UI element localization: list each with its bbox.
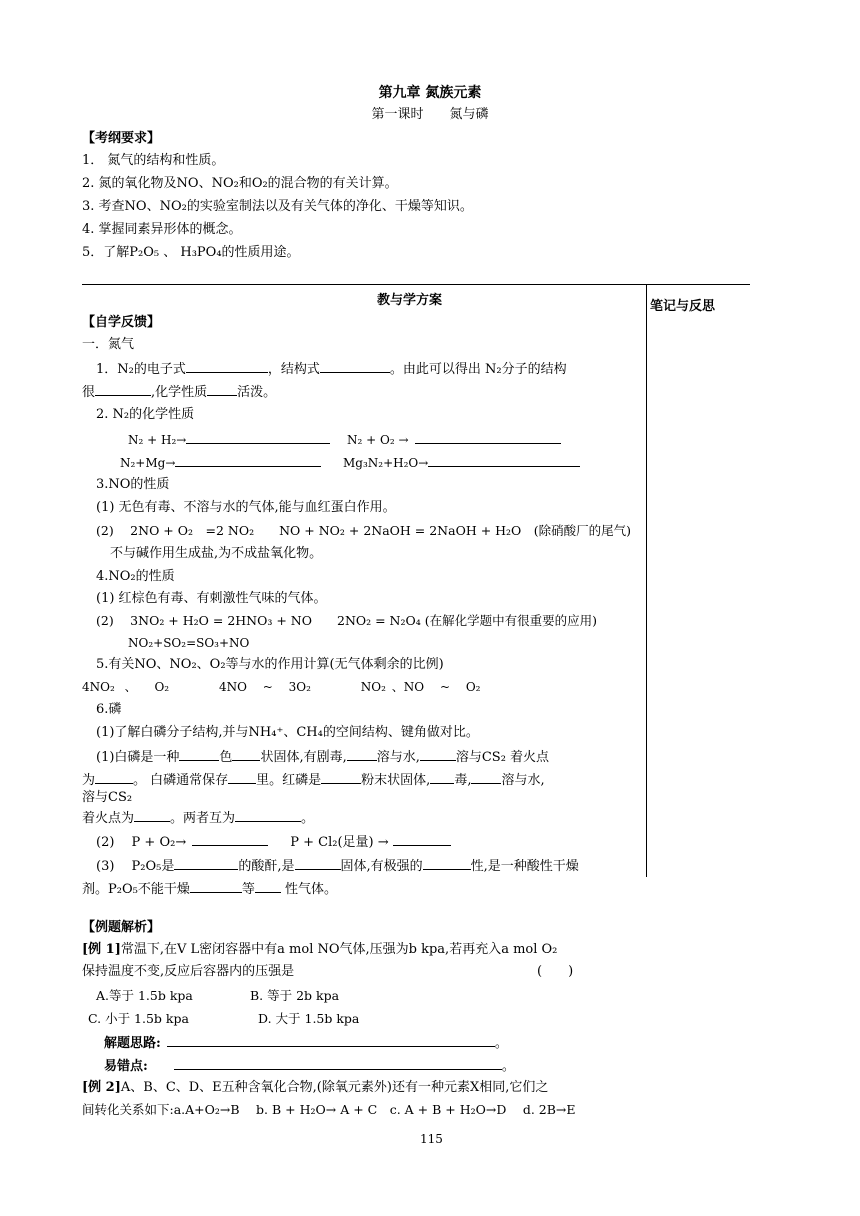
text-line: 3.NO的性质 [96, 477, 170, 492]
fill-blank[interactable] [134, 808, 170, 822]
lesson-title: 第一课时 氮与磷 [371, 107, 489, 122]
answer-line: 解题思路: 。 [104, 1033, 508, 1053]
notes-column-divider [646, 285, 647, 877]
kaogang-item: 5．了解P₂O₅ 、 H₃PO₄的性质用途。 [82, 245, 300, 260]
equation-line: N₂ + H₂→ [128, 430, 330, 449]
text-line: (1)了解白磷分子结构,并与NH₄⁺、CH₄的空间结构、键角做对比。 [96, 725, 479, 740]
text-line: (2) 3NO₂ + H₂O = 2HNO₃ + NO 2NO₂ = N₂O₄ (在解化学题中有很重要的应用) [96, 613, 597, 628]
text-line: 4.NO₂的性质 [96, 569, 175, 584]
option-c: C. 小于 1.5b kpa [88, 1011, 189, 1026]
answer-paren[interactable]: ( ) [537, 964, 574, 979]
text-line: 1．N₂的电子式 ，结构式 。由此可以得出 N₂分子的结构 [96, 359, 567, 379]
text-line: 6.磷 [96, 702, 122, 717]
fill-blank[interactable] [423, 856, 471, 870]
page-number: 115 [420, 1132, 443, 1146]
fill-blank[interactable] [428, 453, 580, 467]
plan-title: 教与学方案 [377, 293, 443, 308]
fill-blank[interactable] [175, 453, 321, 467]
kaogang-item: 2. 氮的氧化物及NO、NO₂和O₂的混合物的有关计算。 [82, 176, 398, 191]
text-line: (1) 红棕色有毒、有刺激性气味的气体。 [96, 591, 327, 606]
kaogang-item: 1． 氮气的结构和性质。 [82, 153, 225, 168]
fill-blank[interactable] [255, 879, 281, 893]
text-line: 剂。P₂O₅不能干燥 等 性气体。 [82, 879, 337, 899]
kaogang-heading: 【考纲要求】 [82, 131, 161, 146]
text-line: 着火点为 。两者互为 。 [82, 808, 314, 828]
text-line: (1) 无色有毒、不溶与水的气体,能与血红蛋白作用。 [96, 500, 396, 515]
text-line: 间转化关系如下:a.A+O₂→B b. B + H₂O→ A + C c. A + B + H₂O→D d. 2B→E [82, 1102, 576, 1117]
notes-title: 笔记与反思 [650, 299, 716, 314]
example-1: [例 1]常温下,在V L密闭容器中有a mol NO气体,压强为b kpa,若再充入a mol O₂ [82, 942, 558, 957]
text-line: 为 。 白磷通常保存 里。红磷是 粉末状固体, 毒, 溶与水, [82, 770, 545, 790]
kaogang-item: 3. 考查NO、NO₂的实验室制法以及有关气体的净化、干燥等知识。 [82, 199, 473, 214]
fill-blank[interactable] [190, 879, 242, 893]
text-line: 5.有关NO、NO₂、O₂等与水的作用计算(无气体剩余的比例) [96, 657, 444, 672]
equation-line: Mg₃N₂+H₂O→ [343, 453, 580, 472]
fill-blank[interactable] [228, 770, 256, 784]
section-divider [82, 284, 750, 285]
text-line: (1)白磷是一种 色 状固体,有剧毒, 溶与水, 溶与CS₂ 着火点 [96, 747, 549, 767]
answer-line: 易错点: 。 [104, 1056, 515, 1076]
option-d: D. 大于 1.5b kpa [258, 1011, 360, 1026]
fill-blank[interactable] [174, 856, 238, 870]
equation-line: NO₂+SO₂=SO₃+NO [128, 636, 250, 650]
option-b: B. 等于 2b kpa [250, 988, 340, 1003]
fill-blank[interactable] [167, 1033, 495, 1047]
fill-blank[interactable] [95, 770, 133, 784]
fill-blank[interactable] [320, 359, 390, 373]
text-line: 溶与CS₂ [82, 790, 133, 805]
fill-blank[interactable] [95, 382, 151, 396]
fill-blank[interactable] [192, 832, 268, 846]
ratio-line: 4NO₂ 、 O₂ 4NO ~ 3O₂ NO₂ 、NO ~ O₂ [82, 680, 481, 694]
text-line: (3) P₂O₅是 的酸酐,是 固体,有极强的 性,是一种酸性干燥 [96, 856, 579, 876]
fill-blank[interactable] [321, 770, 361, 784]
text-line: 保持温度不变,反应后容器内的压强是 [82, 964, 295, 979]
fill-blank[interactable] [295, 856, 341, 870]
fill-blank[interactable] [420, 747, 456, 761]
text-line: 不与碱作用生成盐,为不成盐氧化物。 [110, 546, 323, 561]
text-line: 很 ,化学性质 活泼。 [82, 382, 276, 402]
chapter-title: 第九章 氮族元素 [378, 85, 482, 101]
fill-blank[interactable] [393, 832, 451, 846]
text-line: (2) 2NO + O₂ =2 NO₂ NO + NO₂ + 2NaOH = 2NaOH + H₂O (除硝酸厂的尾气) [96, 523, 632, 538]
fill-blank[interactable] [207, 382, 237, 396]
zixue-heading: 【自学反馈】 [82, 315, 161, 330]
fill-blank[interactable] [232, 747, 260, 761]
option-a: A.等于 1.5b kpa [96, 988, 193, 1003]
equation-line: (2) P + O₂→ P + Cl₂(足量) → [96, 832, 451, 852]
kaogang-item: 4. 掌握同素异形体的概念。 [82, 222, 242, 237]
fill-blank[interactable] [347, 747, 377, 761]
fill-blank[interactable] [186, 430, 330, 444]
fill-blank[interactable] [179, 747, 219, 761]
fill-blank[interactable] [235, 808, 301, 822]
fill-blank[interactable] [415, 430, 561, 444]
example-2: [例 2]A、B、C、D、E五种含氧化合物,(除氧元素外)还有一种元素X相同,它们之 [82, 1080, 549, 1095]
fill-blank[interactable] [186, 359, 268, 373]
liti-heading: 【例题解析】 [82, 920, 161, 935]
equation-line: N₂ + O₂ → [347, 430, 561, 449]
text-line: 2. N₂的化学性质 [96, 407, 195, 422]
fill-blank[interactable] [174, 1056, 502, 1070]
fill-blank[interactable] [471, 770, 501, 784]
equation-line: N₂+Mg→ [120, 453, 321, 472]
fill-blank[interactable] [430, 770, 454, 784]
section-nitrogen: 一．氮气 [82, 337, 135, 352]
